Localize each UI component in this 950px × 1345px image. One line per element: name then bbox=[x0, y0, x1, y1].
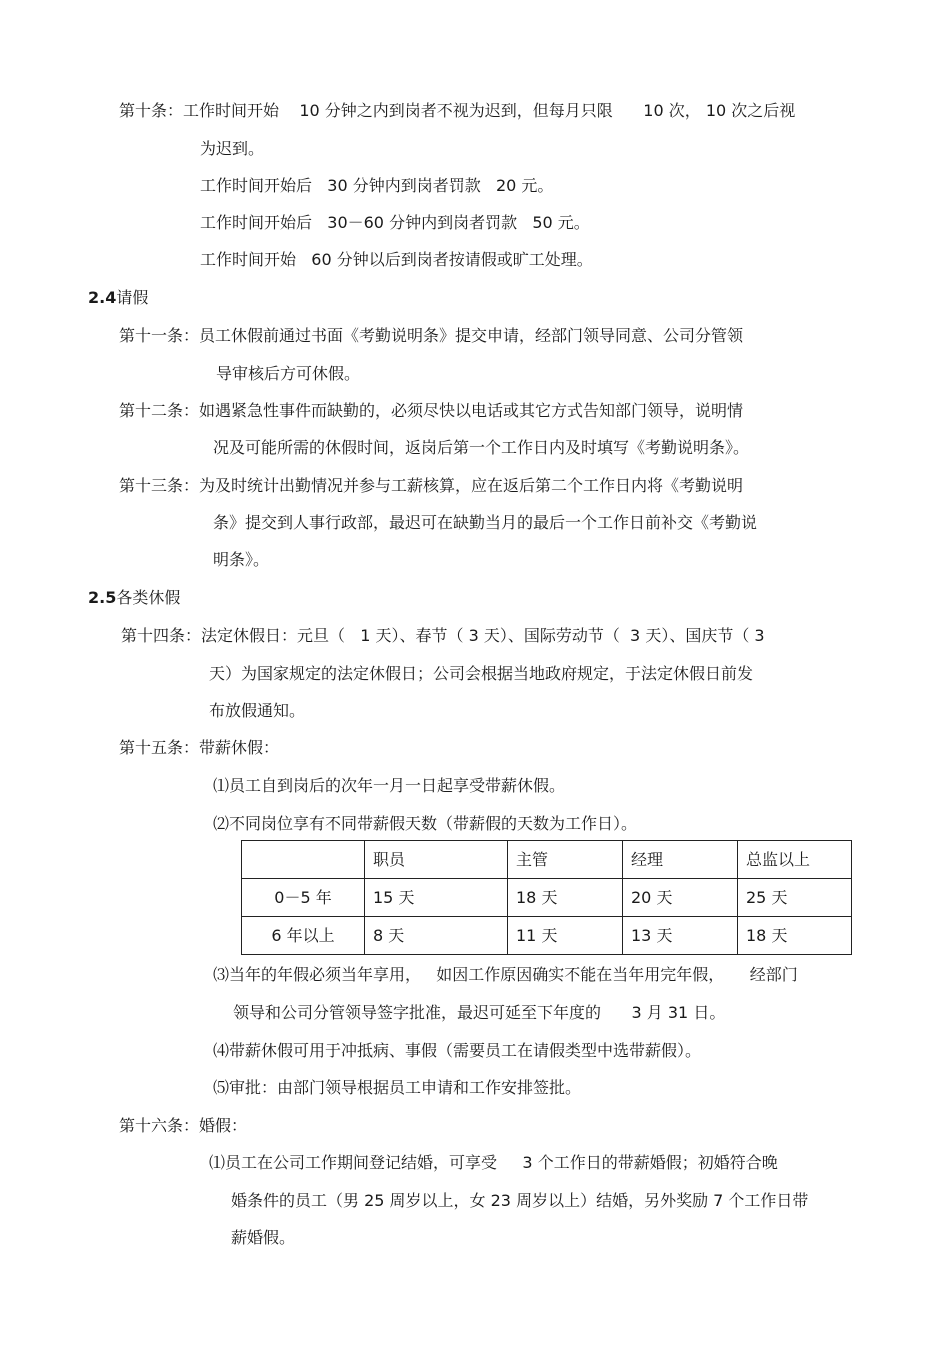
table-cell: 6 年以上 bbox=[242, 917, 365, 955]
article-10-line-5: 工作时间开始 60 分钟以后到岗者按请假或旷工处理。 bbox=[200, 250, 593, 269]
section-2-4-heading bbox=[88, 288, 148, 308]
article-14-line-3: 布放假通知。 bbox=[209, 701, 306, 720]
table-header-cell: 经理 bbox=[623, 841, 738, 879]
article-16-item-1-line-1: ⑴员工在公司工作期间登记结婚，可享受 3 个工作日的带薪婚假；初婚符合晚 bbox=[209, 1153, 778, 1172]
table-cell: 13 天 bbox=[623, 917, 738, 955]
article-14-line-2: 天）为国家规定的法定休假日；公司会根据当地政府规定，于法定休假日前发 bbox=[209, 664, 754, 683]
article-11-line-2: 导审核后方可休假。 bbox=[216, 364, 361, 383]
table-cell: 25 天 bbox=[738, 879, 852, 917]
section-title: 各类休假 bbox=[116, 588, 181, 607]
table-header-row bbox=[242, 841, 852, 879]
article-12-line-2: 况及可能所需的休假时间，返岗后第一个工作日内及时填写《考勤说明条》。 bbox=[213, 438, 750, 457]
table-cell: 8 天 bbox=[365, 917, 508, 955]
article-15-item-5: ⑸审批：由部门领导根据员工申请和工作安排签批。 bbox=[213, 1078, 582, 1097]
table-cell: 18 天 bbox=[508, 879, 623, 917]
article-14-line-1: 第十四条：法定休假日：元旦（ 1 天）、春节（ 3 天）、国际劳动节（ 3 天）、国庆节（ 3 bbox=[121, 626, 765, 645]
table-row bbox=[242, 879, 852, 917]
article-13-line-1: 第十三条：为及时统计出勤情况并参与工薪核算，应在返后第二个工作日内将《考勤说明 bbox=[119, 476, 744, 495]
article-12-line-1: 第十二条：如遇紧急性事件而缺勤的，必须尽快以电话或其它方式告知部门领导，说明情 bbox=[119, 401, 744, 420]
article-13-line-3: 明条》。 bbox=[213, 550, 270, 569]
article-11-line-1: 第十一条：员工休假前通过书面《考勤说明条》提交申请，经部门领导同意、公司分管领 bbox=[119, 326, 744, 345]
paid-leave-table bbox=[241, 840, 852, 955]
table-header-cell: 总监以上 bbox=[738, 841, 852, 879]
section-number: 2.5 bbox=[88, 588, 117, 607]
article-16-heading: 第十六条：婚假： bbox=[119, 1116, 248, 1135]
table-cell: 15 天 bbox=[365, 879, 508, 917]
article-10-line-1: 第十条：工作时间开始 10 分钟之内到岗者不视为迟到，但每月只限 10 次， 10 次之后视 bbox=[119, 101, 796, 120]
article-15-item-4: ⑷带薪休假可用于冲抵病、事假（需要员工在请假类型中选带薪假）。 bbox=[213, 1041, 702, 1060]
article-15-item-3-line-2: 领导和公司分管领导签字批准，最迟可延至下年度的 3 月 31 日。 bbox=[233, 1003, 726, 1022]
table-header-cell bbox=[242, 841, 365, 879]
article-13-line-2: 条》提交到人事行政部，最迟可在缺勤当月的最后一个工作日前补交《考勤说 bbox=[213, 513, 758, 532]
table-row bbox=[242, 917, 852, 955]
section-number: 2.4 bbox=[88, 288, 117, 307]
article-15-heading: 第十五条：带薪休假： bbox=[119, 738, 280, 757]
section-2-5-heading bbox=[88, 588, 180, 608]
article-10-line-4: 工作时间开始后 30－60 分钟内到岗者罚款 50 元。 bbox=[200, 213, 590, 232]
table-cell: 0－5 年 bbox=[242, 879, 365, 917]
table-header-cell: 主管 bbox=[508, 841, 623, 879]
article-15-item-2: ⑵不同岗位享有不同带薪假天数（带薪假的天数为工作日）。 bbox=[213, 814, 638, 833]
article-16-item-1-line-2: 婚条件的员工（男 25 周岁以上，女 23 周岁以上）结婚，另外奖励 7 个工作日带 bbox=[231, 1191, 809, 1210]
table-cell: 18 天 bbox=[738, 917, 852, 955]
article-16-item-1-line-3: 薪婚假。 bbox=[231, 1228, 296, 1247]
table-cell: 11 天 bbox=[508, 917, 623, 955]
article-15-item-3-line-1: ⑶当年的年假必须当年享用， 如因工作原因确实不能在当年用完年假， 经部门 bbox=[213, 965, 798, 984]
section-title: 请假 bbox=[116, 288, 149, 307]
article-15-item-1: ⑴员工自到岗后的次年一月一日起享受带薪休假。 bbox=[213, 776, 566, 795]
article-10-line-2: 为迟到。 bbox=[200, 139, 265, 158]
table-cell: 20 天 bbox=[623, 879, 738, 917]
article-10-line-3: 工作时间开始后 30 分钟内到岗者罚款 20 元。 bbox=[200, 176, 554, 195]
table-header-cell: 职员 bbox=[365, 841, 508, 879]
